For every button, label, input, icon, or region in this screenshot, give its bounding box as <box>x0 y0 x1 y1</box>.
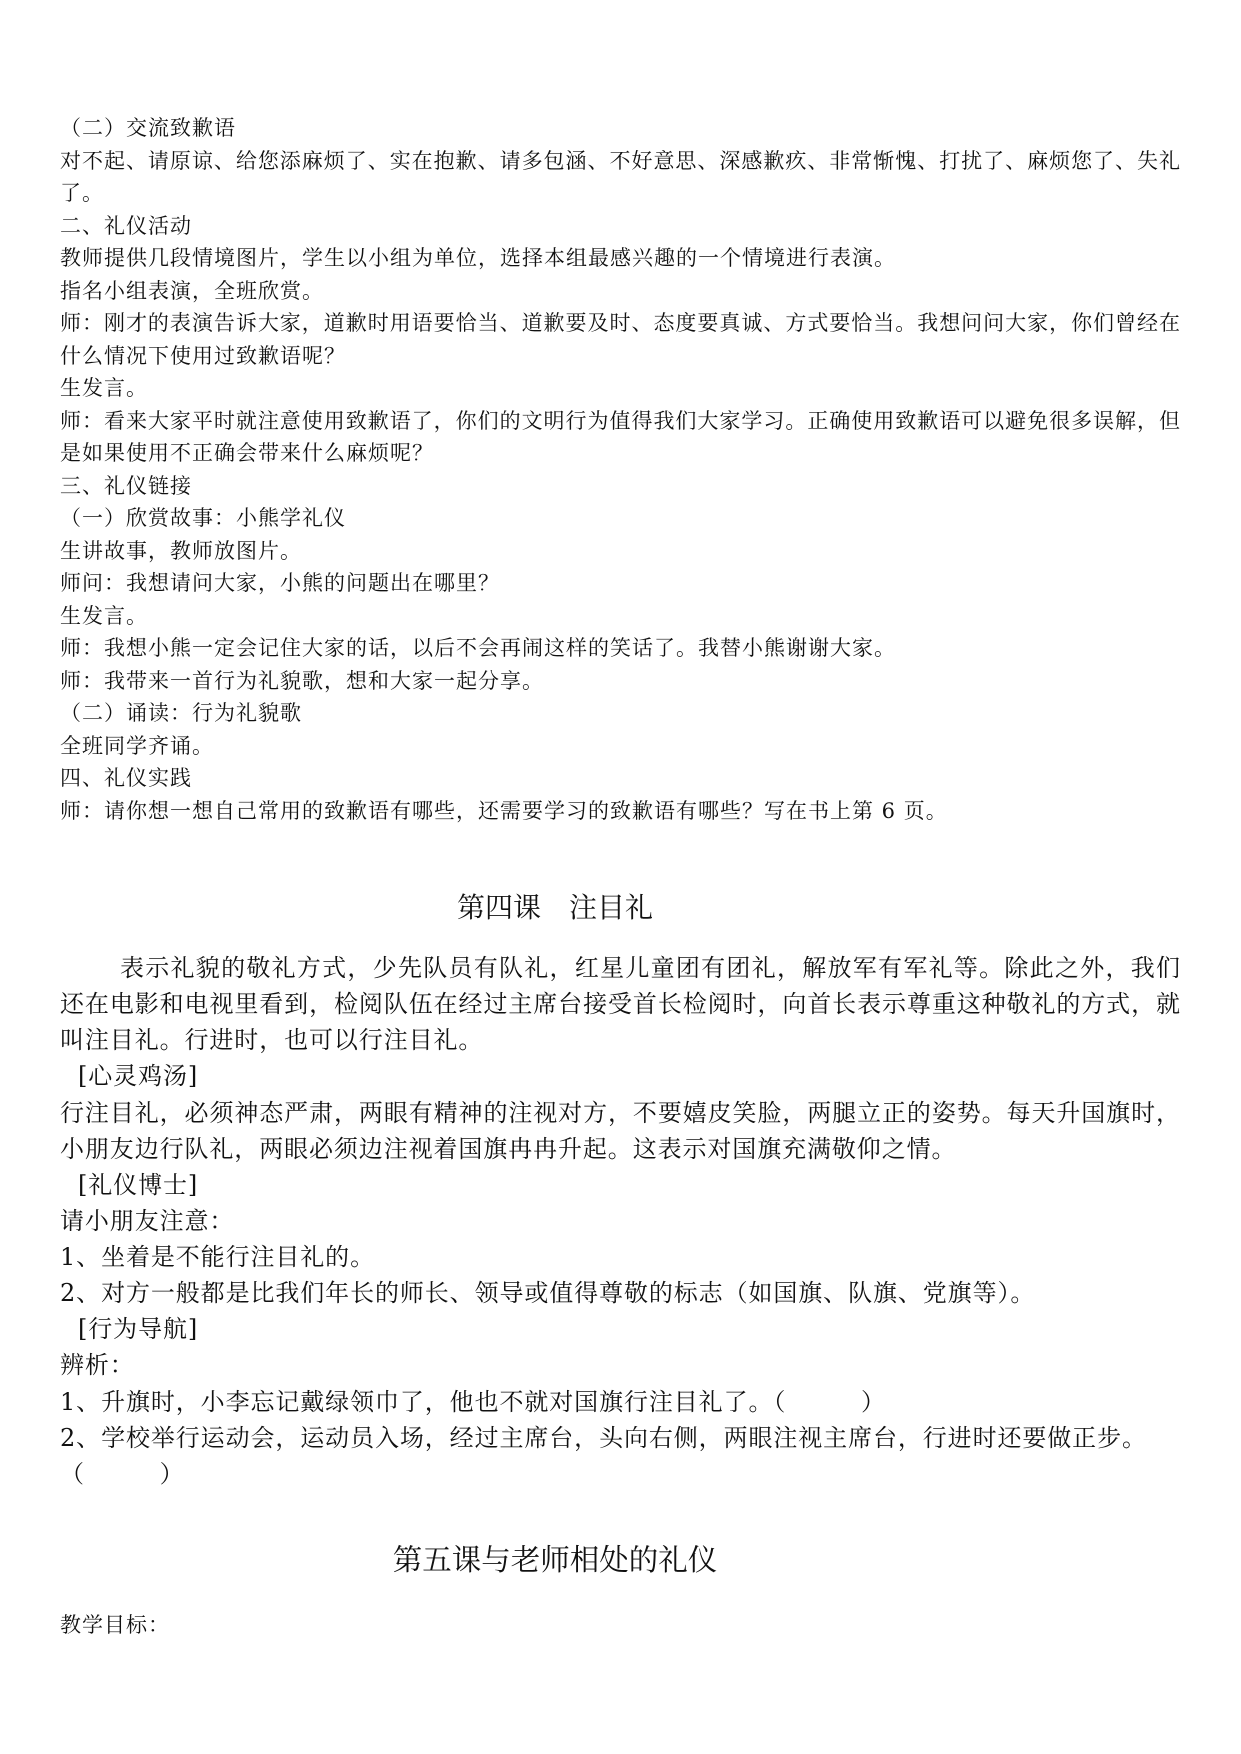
paragraph-line: 请小朋友注意： <box>60 1206 235 1235</box>
paragraph-line: 师：我想小熊一定会记住大家的话，以后不会再闹这样的笑话了。我替小熊谢谢大家。 <box>60 636 896 660</box>
lesson-4-title: 第四课 注目礼 <box>456 891 653 924</box>
subheading-etiquette-link: 三、礼仪链接 <box>60 473 192 498</box>
paragraph-line: 了。 <box>60 181 104 205</box>
paragraph-line: 指名小组表演，全班欣赏。 <box>60 278 324 303</box>
list-item: 2、学校举行运动会，运动员入场，经过主席台，头向右侧，两眼注视主席台，行进时还要做正步。 <box>60 1423 1147 1452</box>
section-lesson-5 <box>60 1609 1180 1641</box>
teaching-goals-label: 教学目标： <box>60 1613 170 1637</box>
paragraph-line: 还在电影和电视里看到，检阅队伍在经过主席台接受首长检阅时，向首长表示尊重这种敬礼的方式，就 <box>60 990 1180 1019</box>
paragraph-line: 师：看来大家平时就注意使用致歉语了，你们的文明行为值得我们大家学习。正确使用致歉语可以避免很多误解，但 <box>60 408 1180 433</box>
paragraph-line: 生讲故事，教师放图片。 <box>60 538 302 563</box>
list-item: 1、升旗时，小李忘记戴绿领巾了，他也不就对国旗行注目礼了。（ ） <box>60 1387 886 1416</box>
paragraph-line: 生发言。 <box>60 603 148 628</box>
paragraph-line: 什么情况下使用过致歉语呢？ <box>60 343 346 368</box>
paragraph-line: 小朋友边行队礼，两眼必须边注视着国旗冉冉升起。这表示对国旗充满敬仰之情。 <box>60 1134 957 1163</box>
label-etiquette-doctor: [礼仪博士] <box>78 1170 199 1199</box>
subheading-recital: （二）诵读：行为礼貌歌 <box>60 701 302 725</box>
paragraph-line: 辨析： <box>60 1351 135 1380</box>
paragraph-line: 全班同学齐诵。 <box>60 733 214 758</box>
answer-blank: （ ） <box>60 1459 185 1488</box>
section-lesson-4 <box>60 950 1180 1492</box>
paragraph-line: 师：刚才的表演告诉大家，道歉时用语要恰当、道歉要及时、态度要真诚、方式要恰当。我想问问大家，你们曾经在 <box>60 311 1180 335</box>
list-item: 1、坐着是不能行注目礼的。 <box>60 1243 375 1271</box>
paragraph-line: 叫注目礼。行进时，也可以行注目礼。 <box>60 1026 484 1055</box>
paragraph-line: 师：我带来一首行为礼貌歌，想和大家一起分享。 <box>60 668 544 693</box>
paragraph-line: 是如果使用不正确会带来什么麻烦呢？ <box>60 441 434 465</box>
label-behavior-navigation: [行为导航] <box>78 1315 199 1344</box>
subheading-etiquette-practice: 四、礼仪实践 <box>60 766 192 790</box>
paragraph-line: 师问：我想请问大家，小熊的问题出在哪里？ <box>60 571 500 595</box>
list-item: 2、对方一般都是比我们年长的师长、领导或值得尊敬的标志（如国旗、队旗、党旗等）。 <box>60 1279 1036 1308</box>
label-soul-soup: [心灵鸡汤] <box>78 1062 199 1091</box>
subheading-etiquette-activity: 二、礼仪活动 <box>60 213 192 238</box>
subheading-story: （一）欣赏故事：小熊学礼仪 <box>60 506 346 530</box>
lesson-5-title: 第五课与老师相处的礼仪 <box>392 1543 718 1577</box>
paragraph-line: 对不起、请原谅、给您添麻烦了、实在抱歉、请多包涵、不好意思、深感歉疚、非常惭愧、打扰了、麻烦您了、失礼 <box>60 148 1180 173</box>
paragraph-line: 师：请你想一想自己常用的致歉语有哪些，还需要学习的致歉语有哪些？写在书上第 6 页。 <box>60 798 948 823</box>
subheading-apology-phrases: （二）交流致歉语 <box>60 116 236 140</box>
paragraph-line: 表示礼貌的敬礼方式，少先队员有队礼，红星儿童团有团礼，解放军有军礼等。除此之外，我们 <box>120 954 1180 982</box>
section-apology-lesson <box>60 112 1180 827</box>
paragraph-line: 教师提供几段情境图片，学生以小组为单位，选择本组最感兴趣的一个情境进行表演。 <box>60 246 896 270</box>
paragraph-line: 生发言。 <box>60 376 148 400</box>
paragraph-line: 行注目礼，必须神态严肃，两眼有精神的注视对方，不要嬉皮笑脸，两腿立正的姿势。每天升国旗时， <box>60 1098 1180 1127</box>
